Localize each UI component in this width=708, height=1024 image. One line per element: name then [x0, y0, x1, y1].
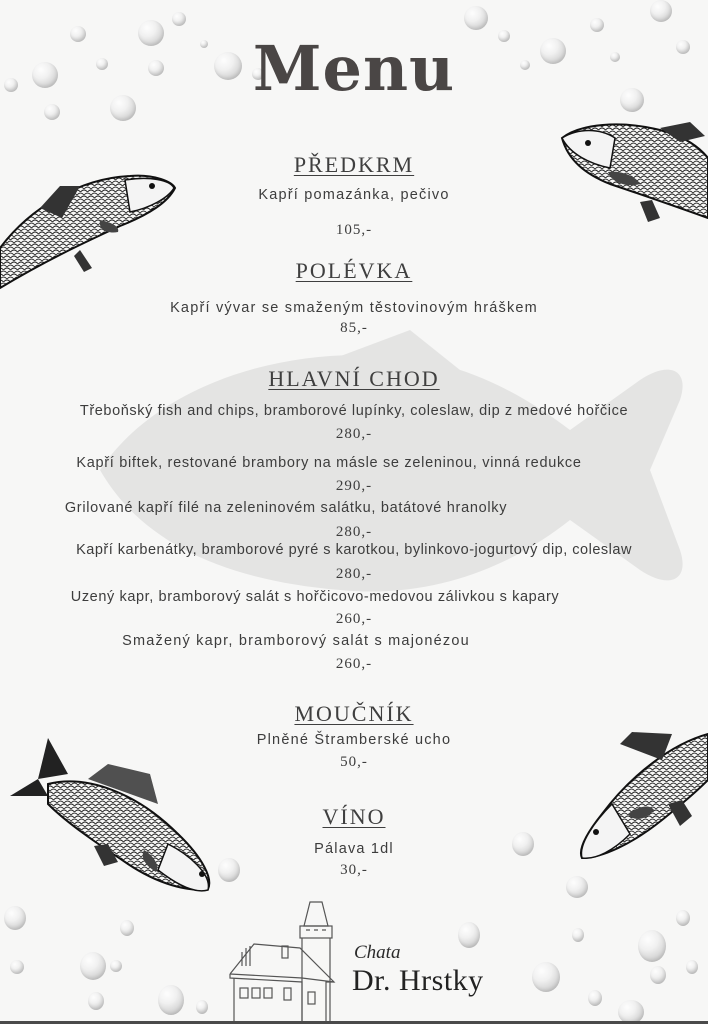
- bubble-icon: [158, 985, 184, 1015]
- section-heading-moucnik: MOUČNÍK: [294, 701, 414, 726]
- dish-price: 280,-: [335, 566, 373, 582]
- bubble-icon: [686, 960, 698, 974]
- section-heading-hlavni-chod: HLAVNÍ CHOD: [268, 366, 440, 391]
- dish-price: 85,-: [340, 320, 368, 336]
- bubble-icon: [638, 930, 666, 962]
- bubble-icon: [88, 992, 104, 1010]
- bubble-icon: [572, 928, 584, 942]
- bubble-icon: [532, 962, 560, 992]
- dish-name: Kapří vývar se smaženým těstovinovým hráškem: [170, 300, 538, 316]
- bubble-icon: [10, 960, 24, 974]
- carp-fish-icon: [572, 704, 708, 864]
- dish-name: Kapří pomazánka, pečivo: [258, 187, 450, 203]
- dish-name: Grilované kapří filé na zeleninovém salátku, batátové hranolky: [64, 500, 508, 516]
- bubble-icon: [80, 952, 106, 980]
- logo-line-chata: Chata: [354, 942, 401, 963]
- bubble-icon: [588, 990, 602, 1006]
- bubble-icon: [4, 906, 26, 930]
- dish-name: Kapří biftek, restované brambory na másle se zeleninou, vinná redukce: [76, 455, 582, 471]
- bubble-icon: [590, 18, 604, 32]
- bubble-icon: [676, 910, 690, 926]
- dish-price: 30,-: [340, 862, 368, 878]
- bubble-icon: [464, 6, 488, 30]
- dish-name: Kapří karbenátky, bramborové pyré s karotkou, bylinkovo-jogurtový dip, coleslaw: [76, 542, 632, 558]
- bubble-icon: [120, 920, 134, 936]
- bubble-icon: [196, 1000, 208, 1014]
- dish-price: 260,-: [335, 611, 373, 627]
- section-heading-predkrm: PŘEDKRM: [293, 152, 415, 177]
- dish-name: Třeboňský fish and chips, bramborové lupínky, coleslaw, dip z medové hořčice: [79, 403, 629, 419]
- castle-tower-icon: [222, 896, 352, 1021]
- dish-name: Plněné Štramberské ucho: [256, 732, 452, 748]
- dish-price: 280,-: [335, 524, 373, 540]
- dish-name: Uzený kapr, bramborový salát s hořčicovo-medovou zálivkou s kapary: [70, 589, 560, 605]
- bubble-icon: [566, 876, 588, 898]
- dish-price: 290,-: [335, 478, 373, 494]
- bubble-icon: [650, 0, 672, 22]
- bubble-icon: [44, 104, 60, 120]
- section-heading-polevka: POLÉVKA: [295, 258, 413, 283]
- restaurant-logo: [222, 896, 522, 1021]
- menu-title: Menu: [252, 32, 456, 105]
- dish-name: Smažený kapr, bramborový salát s majonézou: [122, 633, 470, 649]
- logo-line-name: Dr. Hrstky: [352, 964, 484, 997]
- dish-price: 260,-: [335, 656, 373, 672]
- dish-name: Pálava 1dl: [314, 841, 394, 857]
- dish-price: 280,-: [335, 426, 373, 442]
- dish-price: 105,-: [335, 222, 373, 238]
- bubble-icon: [650, 966, 666, 984]
- dish-price: 50,-: [340, 754, 368, 770]
- section-heading-vino: VÍNO: [322, 804, 386, 829]
- bubble-icon: [110, 960, 122, 972]
- bubble-icon: [172, 12, 186, 26]
